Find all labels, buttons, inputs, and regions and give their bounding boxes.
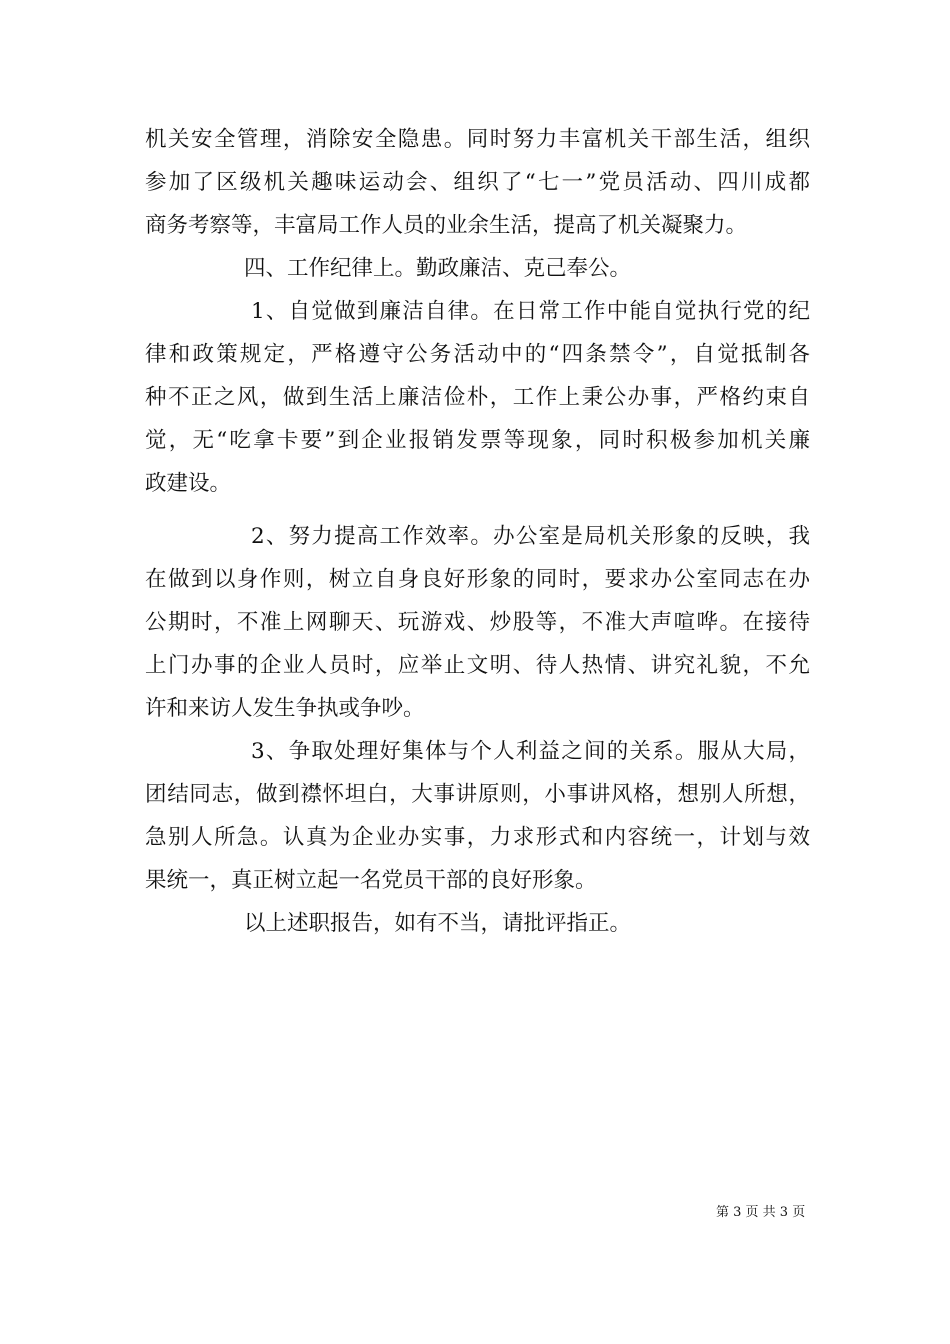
text-line: 1、自觉做到廉洁自律。在日常工作中能自觉执行党的纪 (251, 299, 810, 324)
text-line: 3、争取处理好集体与个人利益之间的关系。服从大局， (251, 739, 810, 764)
text-line: 许和来访人发生争执或争吵。 (145, 696, 425, 721)
text-line: 在做到以身作则，树立自身良好形象的同时，要求办公室同志在办 (145, 567, 810, 592)
text-line: 参加了区级机关趣味运动会、组织了“七一”党员活动、四川成都 (145, 170, 810, 195)
text-line: 团结同志，做到襟怀坦白，大事讲原则，小事讲风格，想别人所想， (145, 782, 810, 807)
text-line: 果统一，真正树立起一名党员干部的良好形象。 (145, 868, 597, 893)
section-heading: 四、工作纪律上。勤政廉洁、克己奉公。 (244, 256, 632, 281)
text-line: 2、努力提高工作效率。办公室是局机关形象的反映，我 (251, 524, 810, 549)
paragraph-admin-safety (145, 118, 810, 247)
text-line: 政建设。 (145, 471, 232, 496)
page-number: 第 3 页 共 3 页 (716, 1205, 806, 1220)
text-line: 种不正之风，做到生活上廉洁俭朴，工作上秉公办事，严格约束自 (145, 385, 810, 410)
document-body (145, 118, 810, 945)
text-line: 公期时，不准上网聊天、玩游戏、炒股等，不准大声喧哗。在接待 (145, 610, 810, 635)
paragraph-item-2 (145, 515, 810, 730)
text-line: 急别人所急。认真为企业办实事，力求形式和内容统一，计划与效 (145, 825, 810, 850)
paragraph-item-1 (145, 290, 810, 505)
text-line: 觉，无“吃拿卡要”到企业报销发票等现象，同时积极参加机关廉 (145, 428, 810, 453)
text-line: 上门办事的企业人员时，应举止文明、待人热情、讲究礼貌，不允 (145, 653, 810, 678)
text-line: 机关安全管理，消除安全隐患。同时努力丰富机关干部生活，组织 (145, 127, 810, 152)
paragraph-item-3 (145, 730, 810, 902)
section-heading-discipline (145, 247, 810, 290)
text-line: 律和政策规定，严格遵守公务活动中的“四条禁令”，自觉抵制各 (145, 342, 810, 367)
paragraph-closing (145, 902, 810, 945)
closing-line: 以上述职报告，如有不当，请批评指正。 (244, 911, 632, 936)
text-line: 商务考察等，丰富局工作人员的业余生活，提高了机关凝聚力。 (145, 213, 748, 238)
